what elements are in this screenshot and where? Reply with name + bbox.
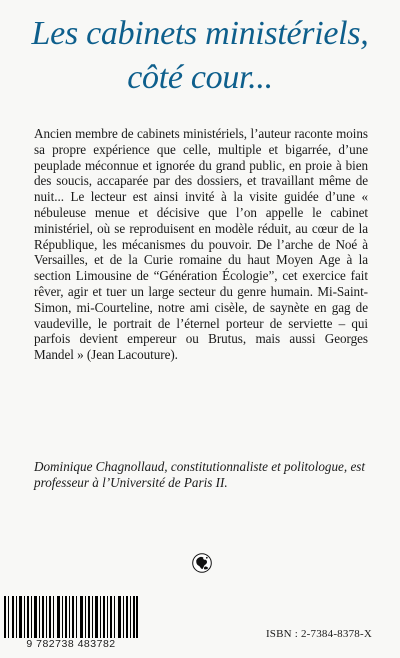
globe-icon (192, 553, 212, 573)
title-line-1: Les cabinets ministériels, (31, 15, 369, 52)
isbn: ISBN : 2-7384-8378-X (265, 628, 372, 640)
title-line-2: côté cour... (127, 58, 273, 96)
author-note: Dominique Chagnollaud, constitutionnaliste et politologue, est professeur à l’Université de Paris II. (34, 459, 366, 490)
book-title (0, 12, 400, 99)
blurb-text: Ancien membre de cabinets ministériels, l’auteur raconte moins sa propre expérience que celle, multiple et bigarrée, d’une peuplade méconnue et ignorée du grand public, en proie à bien des soucis, accaparée par des dossiers, et travaillant même de nuit... Le lecteur est ainsi invité à la visite guidée d’une « nébuleuse menue et décisive que l’on appelle le cabinet ministériel, où se reproduisent en modèle réduit, au cœur de la République, les mécanismes du pouvoir. De l’arche de Noé à Versailles, et de la Curie romaine du haut Moyen Age à la section Limousine de “Génération Écologie”, cet exercice fait rêver, agir et tuer un large secteur du genre humain. Mi-Saint-Simon, mi-Courteline, notre ami cisèle, de saynète en gag de vaudeville, le portrait de l’éternel porteur de serviette – qui parfois devient empereur ou Brutus, mais aussi Georges Mandel » (Jean Lacouture). (34, 126, 368, 363)
barcode (4, 596, 138, 650)
barcode-digits: 9 782738 483782 (26, 638, 116, 650)
barcode-bars (4, 596, 138, 638)
